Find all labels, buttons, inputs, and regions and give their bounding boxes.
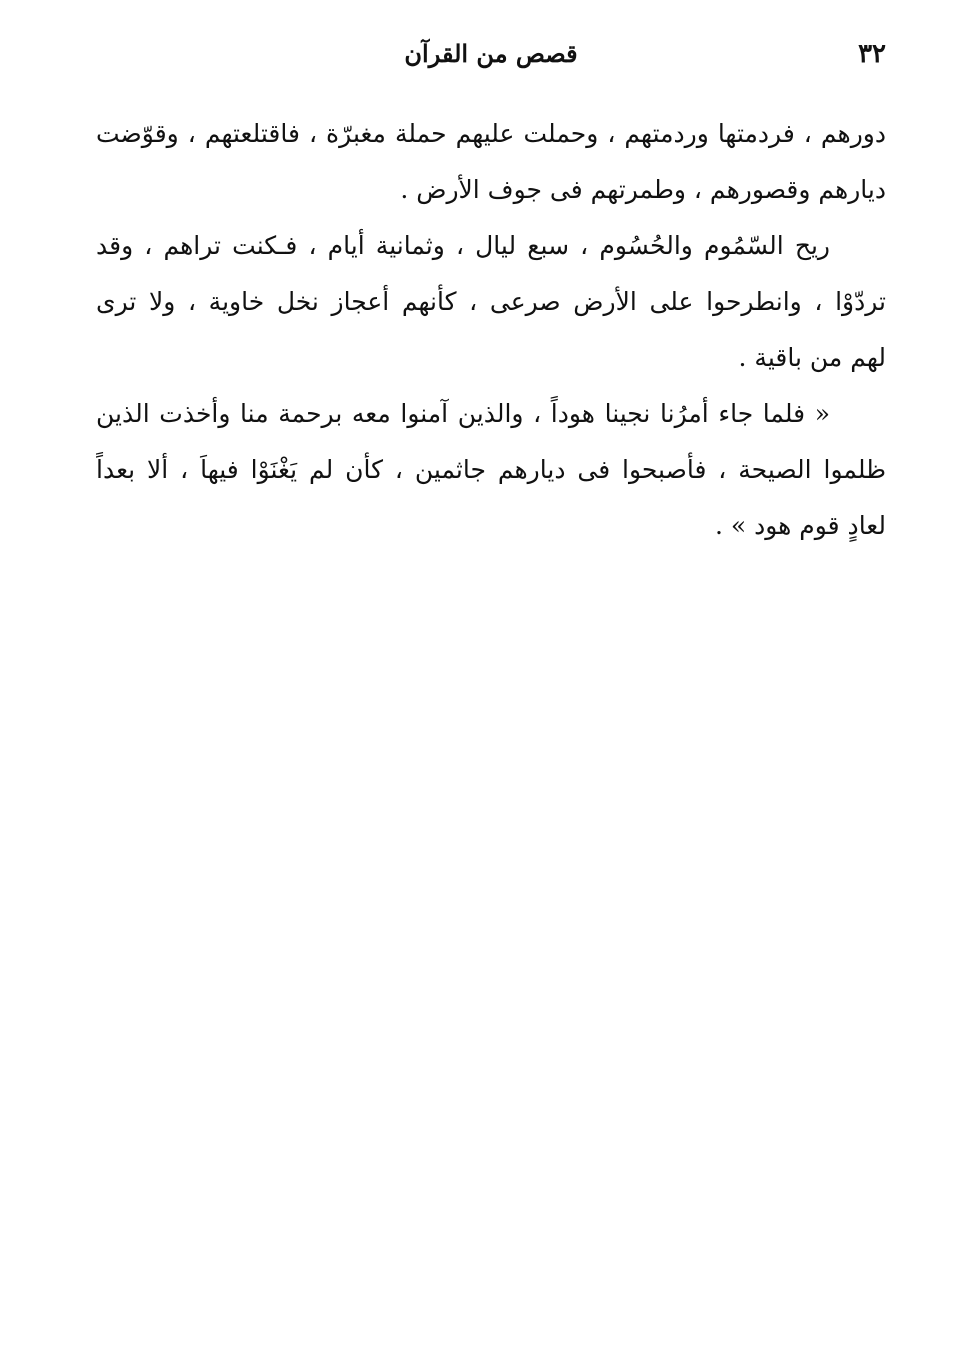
text-line: لهم من باقية . <box>738 343 886 372</box>
body-text <box>96 106 886 554</box>
running-title: قصص من القرآن <box>404 39 578 68</box>
text-line: ظلموا الصيحة ، فأصبحوا فى ديارهم جاثمين ، كأن لم يَغْنَوْا فيهاَ ، ألا بعداً <box>96 455 886 484</box>
text-line: تردّوْا ، وانطرحوا على الأرض صرعى ، كأنهم أعجاز نخل خاوية ، ولا ترى <box>96 287 886 316</box>
text-line: ديارهم وقصورهم ، وطمرتهم فى جوف الأرض . <box>400 175 886 204</box>
paragraph <box>96 106 886 218</box>
text-line: لعادٍ قوم هود » . <box>714 511 886 540</box>
paragraph-quote <box>96 386 886 554</box>
text-line: دورهم ، فردمتها وردمتهم ، وحملت عليهم حملة مغبرّة ، فاقتلعتهم ، وقوّضت <box>96 119 886 148</box>
text-line: ريح السّمُوم والحُسُوم ، سبع ليال ، وثمانية أيام ، فـكنت تراهم ، وقد <box>96 231 830 260</box>
page-header <box>96 34 886 74</box>
page-number: ٣٢ <box>858 39 886 69</box>
text-line: « فلما جاء أمرُنا نجينا هوداً ، والذين آمنوا معه برحمة منا وأخذت الذين <box>96 399 830 428</box>
paragraph <box>96 218 886 386</box>
